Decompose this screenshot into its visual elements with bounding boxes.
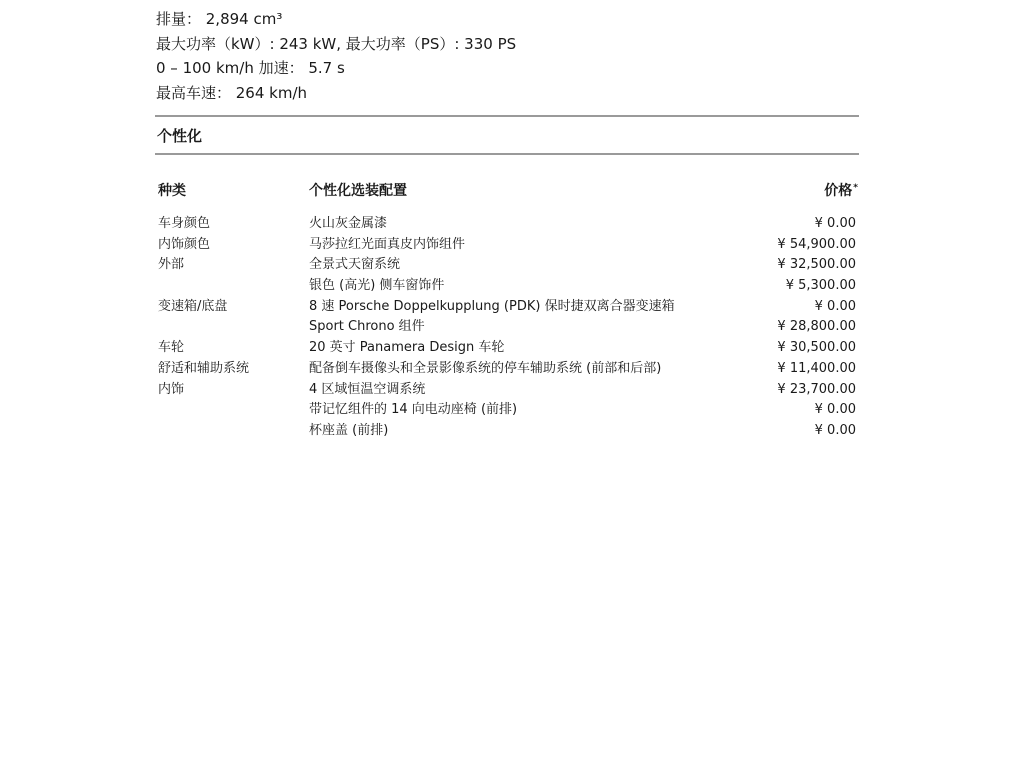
row-price: ¥ 54,900.00 [777, 236, 856, 252]
table-row [0, 276, 1024, 297]
header-price-footnote-mark: * [853, 183, 858, 193]
spec-top-speed: 最高车速： 264 km/h [156, 83, 308, 102]
row-price: ¥ 0.00 [814, 216, 856, 231]
row-category: 内饰 [158, 381, 185, 397]
row-price: ¥ 11,400.00 [777, 360, 856, 376]
spec-max-power: 最大功率（kW）: 243 kW, 最大功率（PS）: 330 PS [156, 34, 517, 53]
table-row [0, 317, 1024, 338]
row-category: 舒适和辅助系统 [158, 360, 250, 376]
row-price: ¥ 30,500.00 [777, 340, 856, 356]
table-row [0, 359, 1024, 380]
spec-list [156, 7, 516, 105]
table-row [0, 214, 1024, 235]
spec-displacement: 排量： 2,894 cm³ [156, 10, 283, 28]
table-row [0, 297, 1024, 318]
spec-acceleration: 0 – 100 km/h 加速： 5.7 s [156, 59, 345, 77]
row-option: 马莎拉红光面真皮内饰组件 [309, 236, 466, 252]
row-price: ¥ 0.00 [814, 402, 856, 418]
row-category: 车轮 [158, 340, 185, 356]
row-price: ¥ 32,500.00 [777, 257, 856, 273]
table-row [0, 421, 1024, 442]
row-category: 车身颜色 [158, 216, 211, 231]
table-row [0, 400, 1024, 421]
row-option: 火山灰金属漆 [309, 216, 388, 231]
row-option: 4 区域恒温空调系统 [309, 381, 426, 397]
table-row [0, 255, 1024, 276]
row-price: ¥ 28,800.00 [777, 319, 856, 335]
row-option: 全景式天窗系统 [309, 257, 401, 273]
row-category: 变速箱/底盘 [158, 298, 228, 314]
row-price: ¥ 5,300.00 [785, 278, 856, 294]
section-divider-bottom [155, 153, 859, 155]
row-category: 外部 [158, 257, 185, 273]
row-price: ¥ 0.00 [814, 422, 856, 438]
table-row [0, 380, 1024, 401]
section-title: 个性化 [157, 127, 203, 145]
table-row [0, 338, 1024, 359]
row-option: 带记忆组件的 14 向电动座椅 (前排) [309, 402, 518, 418]
header-option: 个性化选装配置 [309, 183, 407, 199]
row-option: 杯座盖 (前排) [309, 422, 389, 438]
row-option: Sport Chrono 组件 [309, 319, 425, 335]
header-price [824, 180, 858, 200]
table-row [0, 235, 1024, 256]
row-option: 银色 (高光) 侧车窗饰件 [309, 278, 445, 294]
options-table [0, 214, 1024, 442]
header-category: 种类 [158, 183, 186, 199]
header-price-label: 价格 [824, 183, 853, 199]
row-option: 20 英寸 Panamera Design 车轮 [309, 340, 505, 356]
row-option: 8 速 Porsche Doppelkupplung (PDK) 保时捷双离合器变速箱 [309, 298, 675, 314]
row-option: 配备倒车摄像头和全景影像系统的停车辅助系统 (前部和后部) [309, 360, 662, 376]
row-price: ¥ 0.00 [814, 298, 856, 314]
row-price: ¥ 23,700.00 [777, 381, 856, 397]
section-divider-top [155, 115, 859, 117]
row-category: 内饰颜色 [158, 236, 211, 252]
